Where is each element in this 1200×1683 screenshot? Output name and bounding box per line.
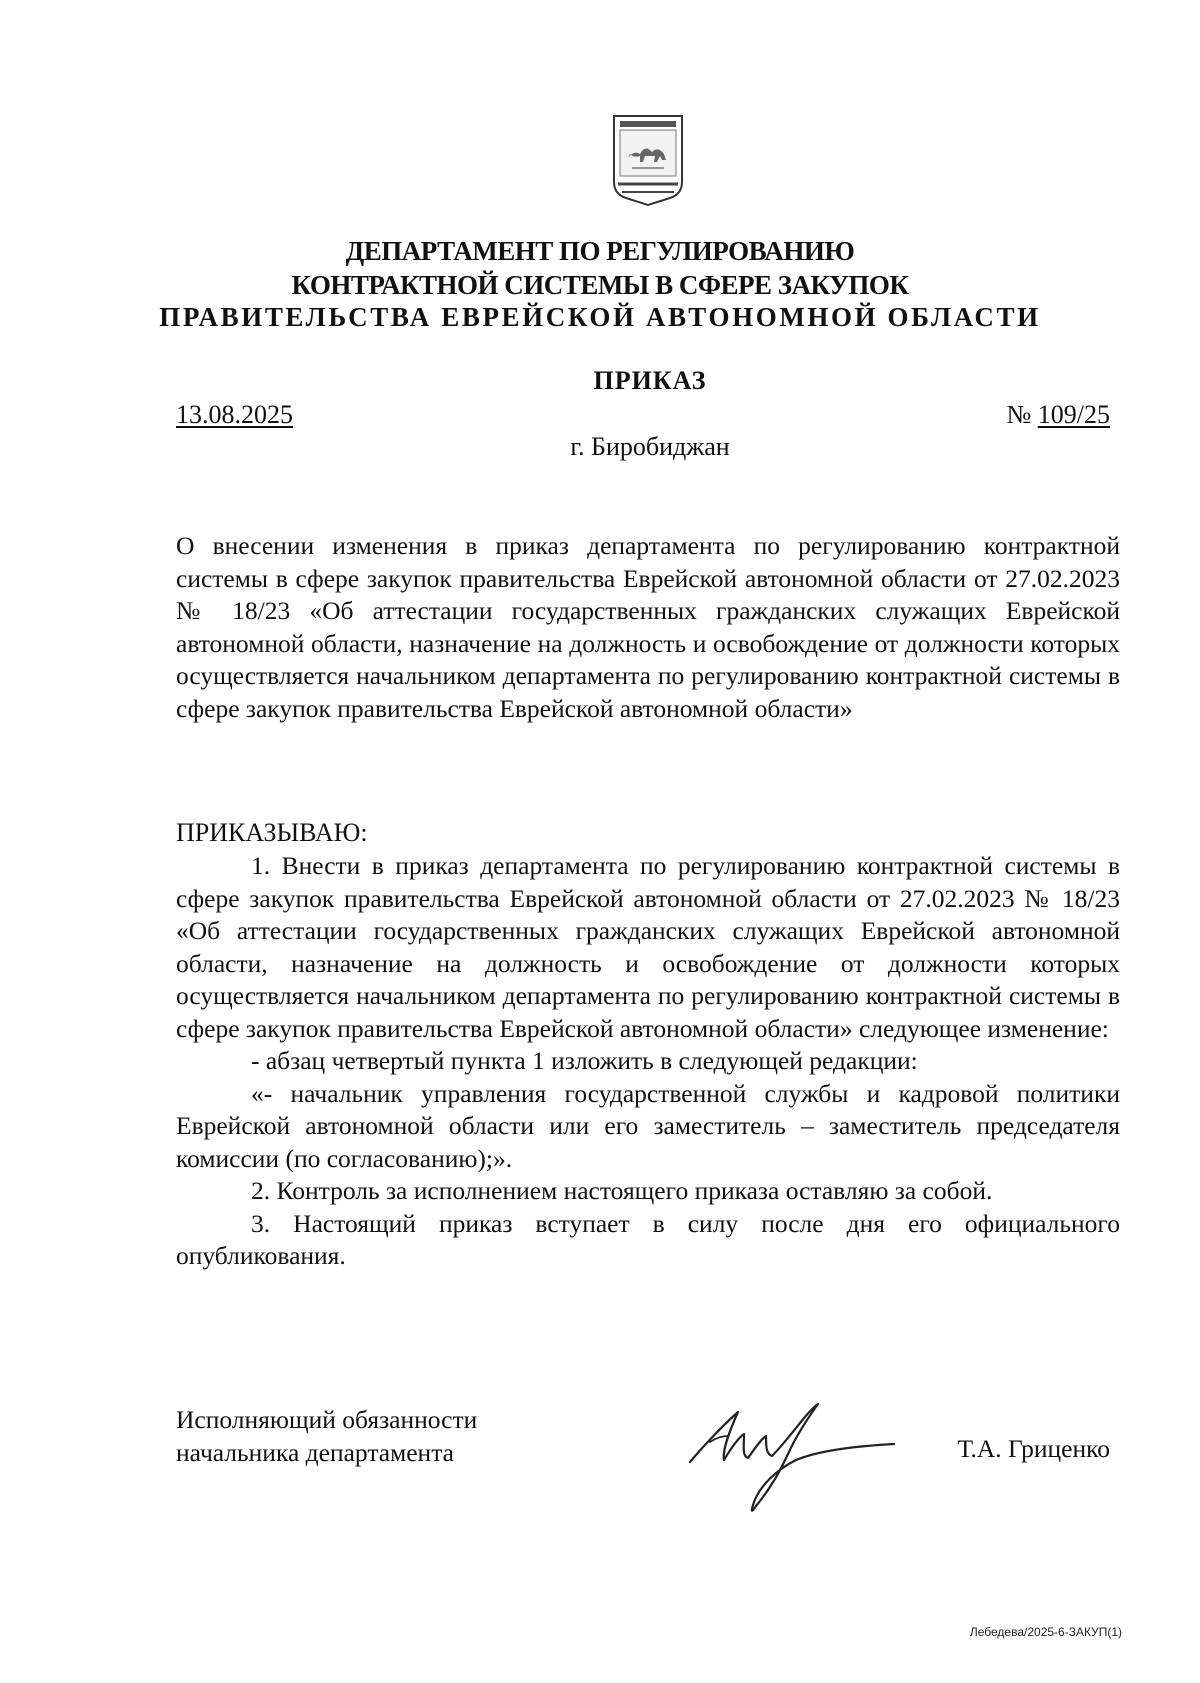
handwritten-signature xyxy=(680,1390,920,1520)
signatory-position-line-1: Исполняющий обязанности xyxy=(176,1405,478,1434)
header-line-3: ПРАВИТЕЛЬСТВА ЕВРЕЙСКОЙ АВТОНОМНОЙ ОБЛАСТИ xyxy=(159,302,1041,332)
signatory-position-line-2: начальника департамента xyxy=(176,1438,454,1467)
order-number-prefix: № xyxy=(1006,400,1038,429)
header-line-1: ДЕПАРТАМЕНТ ПО РЕГУЛИРОВАНИЮ xyxy=(345,236,855,266)
order-title: ПРИКАЗ xyxy=(593,366,707,395)
body-paragraph-2: - абзац четвертый пункта 1 изложить в следующей редакции: xyxy=(251,1046,918,1075)
order-date: 13.08.2025 xyxy=(176,400,293,429)
order-body xyxy=(176,850,1120,1273)
body-paragraph-4: 2. Контроль за исполнением настоящего приказа оставляю за собой. xyxy=(251,1176,993,1205)
order-number xyxy=(1006,400,1110,430)
body-paragraph-1: 1. Внести в приказ департамента по регулированию контрактной системы в сфере закупок правительства Еврейской автономной области от 27.02.2023 № 18/23 «Об аттестации государственных гражданских служащих Еврейской автономной области, назначение на должность и освобождение от должности которых осуществляется начальником департамента по регулированию контрактной системы в сфере закупок правительства Еврейской автономной области» следующее изменение: xyxy=(176,851,1120,1043)
body-paragraph-3: «- начальник управления государственной службы и кадровой политики Еврейской автономной области или его заместитель – заместитель председателя комиссии (по согласованию);». xyxy=(176,1078,1120,1173)
signatory-position xyxy=(176,1403,477,1469)
order-subject: О внесении изменения в приказ департамента по регулированию контрактной системы в сфере закупок правительства Еврейской автономной области от 27.02.2023 № 18/23 «Об аттестации государственных гражданских служащих Еврейской автономной области, назначение на должность и освобождение от должности которых осуществляется начальником департамента по регулированию контрактной системы в сфере закупок правительства Еврейской автономной области» xyxy=(176,531,1120,723)
header-line-2: КОНТРАКТНОЙ СИСТЕМЫ В СФЕРЕ ЗАКУПОК xyxy=(291,270,909,300)
order-keyword: ПРИКАЗЫВАЮ: xyxy=(176,818,368,847)
signatory-name: Т.А. Гриценко xyxy=(957,1434,1110,1463)
footer-reference: Лебедева/2025-6-ЗАКУП(1) xyxy=(969,1625,1122,1639)
order-number-value: 109/25 xyxy=(1037,400,1110,429)
body-paragraph-5: 3. Настоящий приказ вступает в силу после дня его официального опубликования. xyxy=(176,1208,1120,1270)
order-city: г. Биробиджан xyxy=(570,432,730,461)
coat-of-arms-emblem xyxy=(610,112,686,208)
